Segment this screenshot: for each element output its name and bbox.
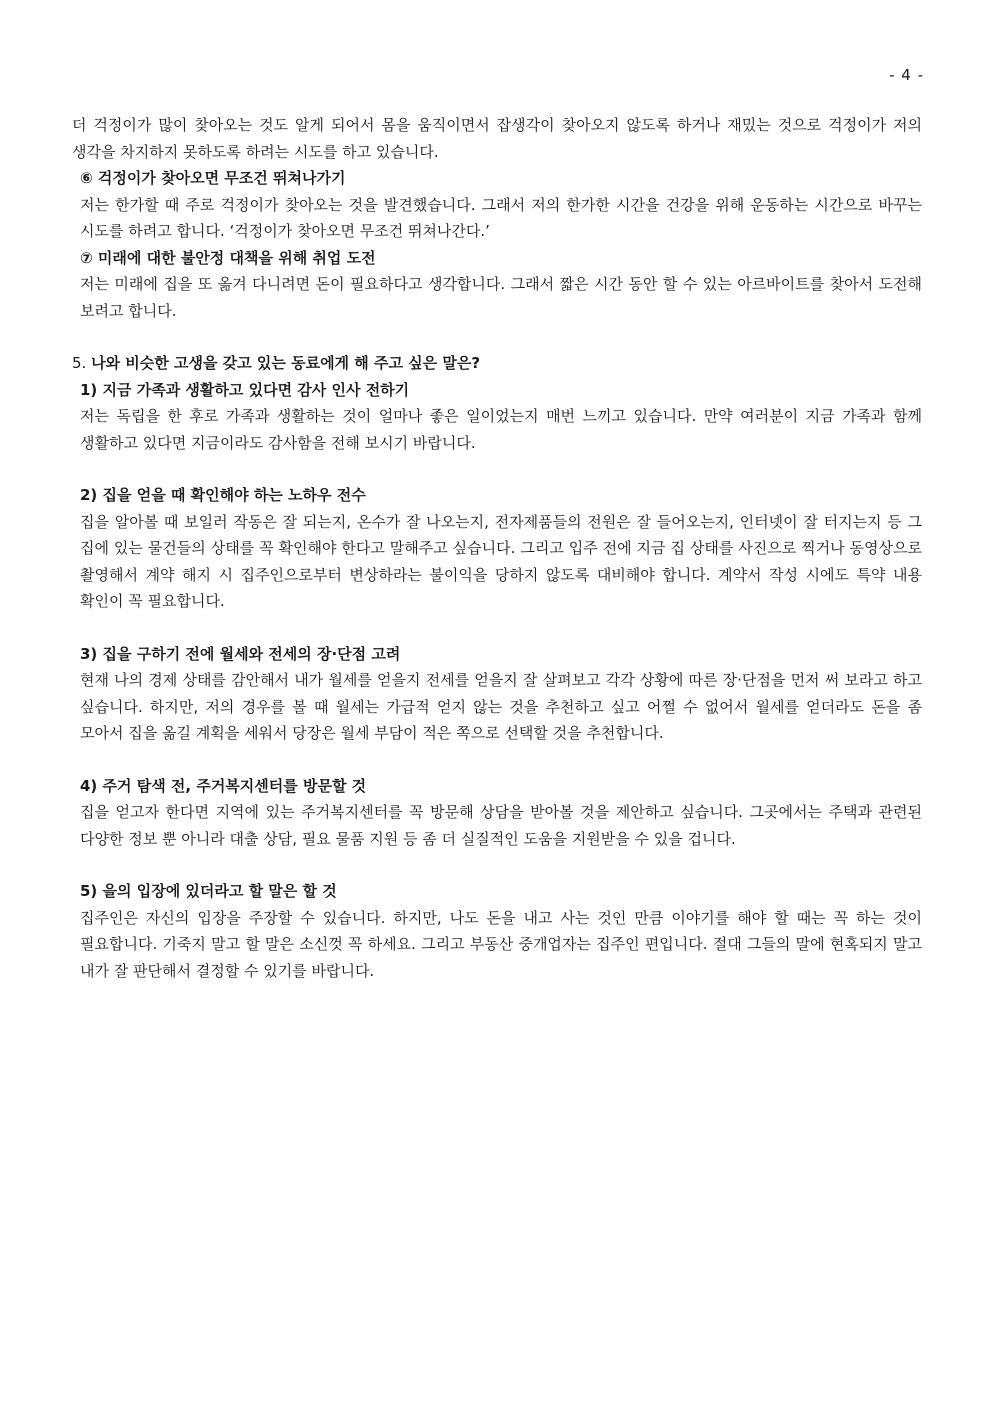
section-5-item-1-heading: 1) 지금 가족과 생활하고 있다면 감사 인사 전하기: [80, 380, 410, 399]
spacer: [72, 852, 922, 878]
item-6-body: 저는 한가할 때 주로 걱정이가 찾아오는 것을 발견했습니다. 그래서 저의 한가한 시간을 건강을 위해 운동하는 시간으로 바꾸는 시도를 하려고 합니다. ‘걱정이가 찾아오면 무조건 뛰쳐나간다.’: [80, 195, 922, 240]
section-5-item-4-body: 집을 얻고자 한다면 지역에 있는 주거복지센터를 꼭 방문해 상담을 받아볼 것을 제안하고 싶습니다. 그곳에서는 주택과 관련된 다양한 정보 뿐 아니라 대출 상담, 필요 물품 지원 등 좀 더 실질적인 도움을 지원받을 수 있을 겁니다.: [80, 803, 922, 848]
section-5-item-2-heading: 2) 집을 얻을 때 확인해야 하는 노하우 전수: [80, 486, 366, 504]
section-5-item-3-heading: 3) 집을 구하기 전에 월세와 전세의 장·단점 고려: [80, 644, 401, 663]
spacer: [72, 324, 922, 350]
item-7-body: 저는 미래에 집을 또 옮겨 다니려면 돈이 필요하다고 생각합니다. 그래서 짧은 시간 동안 할 수 있는 아르바이트를 찾아서 도전해 보려고 합니다.: [80, 275, 922, 320]
page-number: - 4 -: [889, 66, 924, 84]
section-5-title: [72, 350, 922, 377]
section-5-item-3-body: 현재 나의 경제 상태를 감안해서 내가 월세를 얻을지 전세를 얻을지 잘 살펴보고 각각 상황에 따른 장·단점을 먼저 써 보라고 하고 싶습니다. 하지만, 저의 경우를 볼 때 월세는 가급적 얻지 않는 것을 추천하고 싶고 어쩔 수 없어서 월세를 얻더라도 돈을 좀 모아서 집을 옮길 계획을 세워서 당장은 월세 부담이 적은 쪽으로 선택할 것을 추천합니다.: [80, 671, 922, 742]
document-body: [72, 112, 922, 984]
spacer: [72, 747, 922, 773]
section-5-item-1-body: 저는 독립을 한 후로 가족과 생활하는 것이 얼마나 좋은 일이었는지 매번 느끼고 있습니다. 만약 여러분이 지금 가족과 함께 생활하고 있다면 지금이라도 감사함을 전해 보시기 바랍니다.: [80, 407, 922, 452]
section-5-number: 5.: [72, 354, 92, 372]
section-5-title-text: 나와 비슷한 고생을 갖고 있는 동료에게 해 주고 싶은 말은?: [91, 354, 481, 372]
section-5-item-5-body: 집주인은 자신의 입장을 주장할 수 있습니다. 하지만, 나도 돈을 내고 사는 것인 만큼 이야기를 해야 할 때는 꼭 하는 것이 필요합니다. 기죽지 말고 할 말은 소신껏 꼭 하세요. 그리고 부동산 중개업자는 집주인 편입니다. 절대 그들의 말에 현혹되지 말고 내가 잘 판단해서 결정할 수 있기를 바랍니다.: [80, 908, 922, 980]
spacer: [72, 456, 922, 482]
section-5-item-2-body: 집을 알아볼 때 보일러 작동은 잘 되는지, 온수가 잘 나오는지, 전자제품들의 전원은 잘 들어오는지, 인터넷이 잘 터지는지 등 그 집에 있는 물건들의 상태를 꼭 확인해야 한다고 말해주고 싶습니다. 그리고 입주 전에 지금 집 상태를 사진으로 찍거나 동영상으로 촬영해서 계약 해지 시 집주인으로부터 변상하라는 불이익을 당하지 않도록 대비해야 합니다. 계약서 작성 시에도 특약 내용 확인이 꼭 필요합니다.: [80, 512, 922, 610]
intro-paragraph: 더 걱정이가 많이 찾아오는 것도 알게 되어서 몸을 움직이면서 잡생각이 찾아오지 않도록 하거나 재밌는 것으로 걱정이가 저의 생각을 차지하지 못하도록 하려는 시도를 하고 있습니다.: [72, 116, 922, 161]
item-6-heading: ⑥ 걱정이가 찾아오면 무조건 뛰쳐나가기: [80, 169, 346, 187]
section-5-item-5-heading: 5) 을의 입장에 있더라고 할 말은 할 것: [80, 882, 337, 900]
spacer: [72, 615, 922, 641]
section-5-item-4-heading: 4) 주거 탐색 전, 주거복지센터를 방문할 것: [80, 776, 367, 795]
item-7-heading: ⑦ 미래에 대한 불안정 대책을 위해 취업 도전: [80, 248, 376, 267]
